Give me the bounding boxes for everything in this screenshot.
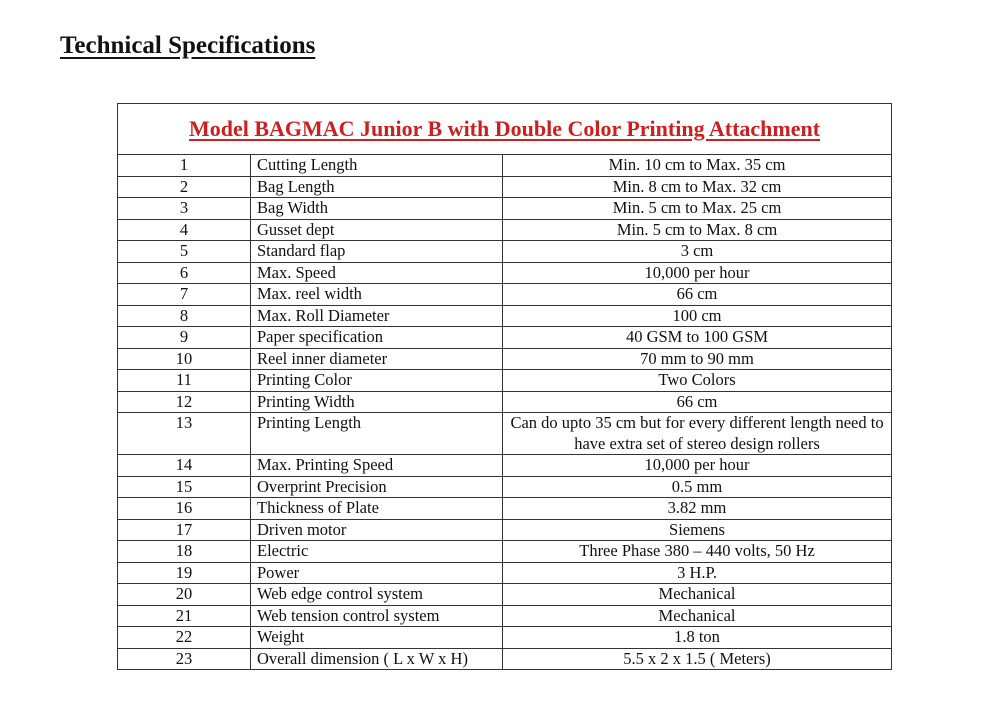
- table-row: [118, 498, 892, 520]
- row-value: 66 cm: [503, 391, 892, 413]
- row-number: 21: [118, 605, 251, 627]
- table-row: [118, 305, 892, 327]
- table-row: [118, 562, 892, 584]
- row-parameter: Bag Length: [251, 176, 503, 198]
- row-value: 40 GSM to 100 GSM: [503, 327, 892, 349]
- table-title-row: [118, 104, 892, 155]
- table-row: [118, 648, 892, 670]
- row-value: Three Phase 380 – 440 volts, 50 Hz: [503, 541, 892, 563]
- row-parameter: Driven motor: [251, 519, 503, 541]
- row-parameter: Web edge control system: [251, 584, 503, 606]
- row-number: 17: [118, 519, 251, 541]
- table-row: [118, 176, 892, 198]
- row-value: 0.5 mm: [503, 476, 892, 498]
- row-number: 10: [118, 348, 251, 370]
- row-value: Two Colors: [503, 370, 892, 392]
- row-parameter: Reel inner diameter: [251, 348, 503, 370]
- row-number: 6: [118, 262, 251, 284]
- row-number: 20: [118, 584, 251, 606]
- row-number: 18: [118, 541, 251, 563]
- row-number: 23: [118, 648, 251, 670]
- table-row: [118, 476, 892, 498]
- row-value: 100 cm: [503, 305, 892, 327]
- table-row: [118, 327, 892, 349]
- row-parameter: Power: [251, 562, 503, 584]
- row-parameter: Printing Length: [251, 413, 503, 455]
- table-row: [118, 584, 892, 606]
- table-row: [118, 541, 892, 563]
- row-number: 2: [118, 176, 251, 198]
- table-row: [118, 198, 892, 220]
- table-row: [118, 391, 892, 413]
- row-value: 66 cm: [503, 284, 892, 306]
- row-value: Min. 10 cm to Max. 35 cm: [503, 155, 892, 177]
- row-number: 8: [118, 305, 251, 327]
- table-row: [118, 219, 892, 241]
- row-parameter: Standard flap: [251, 241, 503, 263]
- table-row: [118, 262, 892, 284]
- table-row: [118, 455, 892, 477]
- row-value: 3 H.P.: [503, 562, 892, 584]
- spec-table: [117, 103, 892, 670]
- row-value: 10,000 per hour: [503, 455, 892, 477]
- spec-table-body: [118, 155, 892, 670]
- row-number: 9: [118, 327, 251, 349]
- row-parameter: Overall dimension ( L x W x H): [251, 648, 503, 670]
- table-title: Model BAGMAC Junior B with Double Color Printing Attachment: [118, 104, 892, 155]
- table-row: [118, 627, 892, 649]
- row-number: 15: [118, 476, 251, 498]
- table-row: [118, 284, 892, 306]
- row-value: Siemens: [503, 519, 892, 541]
- row-number: 19: [118, 562, 251, 584]
- row-value: Min. 8 cm to Max. 32 cm: [503, 176, 892, 198]
- row-number: 1: [118, 155, 251, 177]
- page-title: Technical Specifications: [60, 32, 316, 59]
- row-value: 3 cm: [503, 241, 892, 263]
- row-parameter: Max. Printing Speed: [251, 455, 503, 477]
- row-number: 5: [118, 241, 251, 263]
- row-parameter: Max. reel width: [251, 284, 503, 306]
- row-value: 70 mm to 90 mm: [503, 348, 892, 370]
- row-parameter: Electric: [251, 541, 503, 563]
- table-row: [118, 241, 892, 263]
- table-row: [118, 348, 892, 370]
- row-parameter: Max. Speed: [251, 262, 503, 284]
- row-parameter: Web tension control system: [251, 605, 503, 627]
- row-value: 10,000 per hour: [503, 262, 892, 284]
- row-number: 14: [118, 455, 251, 477]
- row-value: Mechanical: [503, 584, 892, 606]
- row-parameter: Gusset dept: [251, 219, 503, 241]
- row-number: 3: [118, 198, 251, 220]
- row-number: 7: [118, 284, 251, 306]
- row-value: Mechanical: [503, 605, 892, 627]
- row-number: 22: [118, 627, 251, 649]
- row-value: Min. 5 cm to Max. 8 cm: [503, 219, 892, 241]
- row-parameter: Paper specification: [251, 327, 503, 349]
- table-row: [118, 155, 892, 177]
- row-parameter: Cutting Length: [251, 155, 503, 177]
- row-parameter: Printing Color: [251, 370, 503, 392]
- row-number: 16: [118, 498, 251, 520]
- row-parameter: Bag Width: [251, 198, 503, 220]
- row-value: Min. 5 cm to Max. 25 cm: [503, 198, 892, 220]
- row-parameter: Thickness of Plate: [251, 498, 503, 520]
- row-number: 4: [118, 219, 251, 241]
- table-row: [118, 413, 892, 455]
- row-parameter: Overprint Precision: [251, 476, 503, 498]
- row-value: Can do upto 35 cm but for every different length need to have extra set of stereo design rollers: [503, 413, 892, 455]
- row-number: 12: [118, 391, 251, 413]
- row-value: 5.5 x 2 x 1.5 ( Meters): [503, 648, 892, 670]
- row-value: 3.82 mm: [503, 498, 892, 520]
- row-number: 11: [118, 370, 251, 392]
- row-parameter: Printing Width: [251, 391, 503, 413]
- row-number: 13: [118, 413, 251, 455]
- row-value: 1.8 ton: [503, 627, 892, 649]
- row-parameter: Weight: [251, 627, 503, 649]
- row-parameter: Max. Roll Diameter: [251, 305, 503, 327]
- table-row: [118, 370, 892, 392]
- table-row: [118, 519, 892, 541]
- table-row: [118, 605, 892, 627]
